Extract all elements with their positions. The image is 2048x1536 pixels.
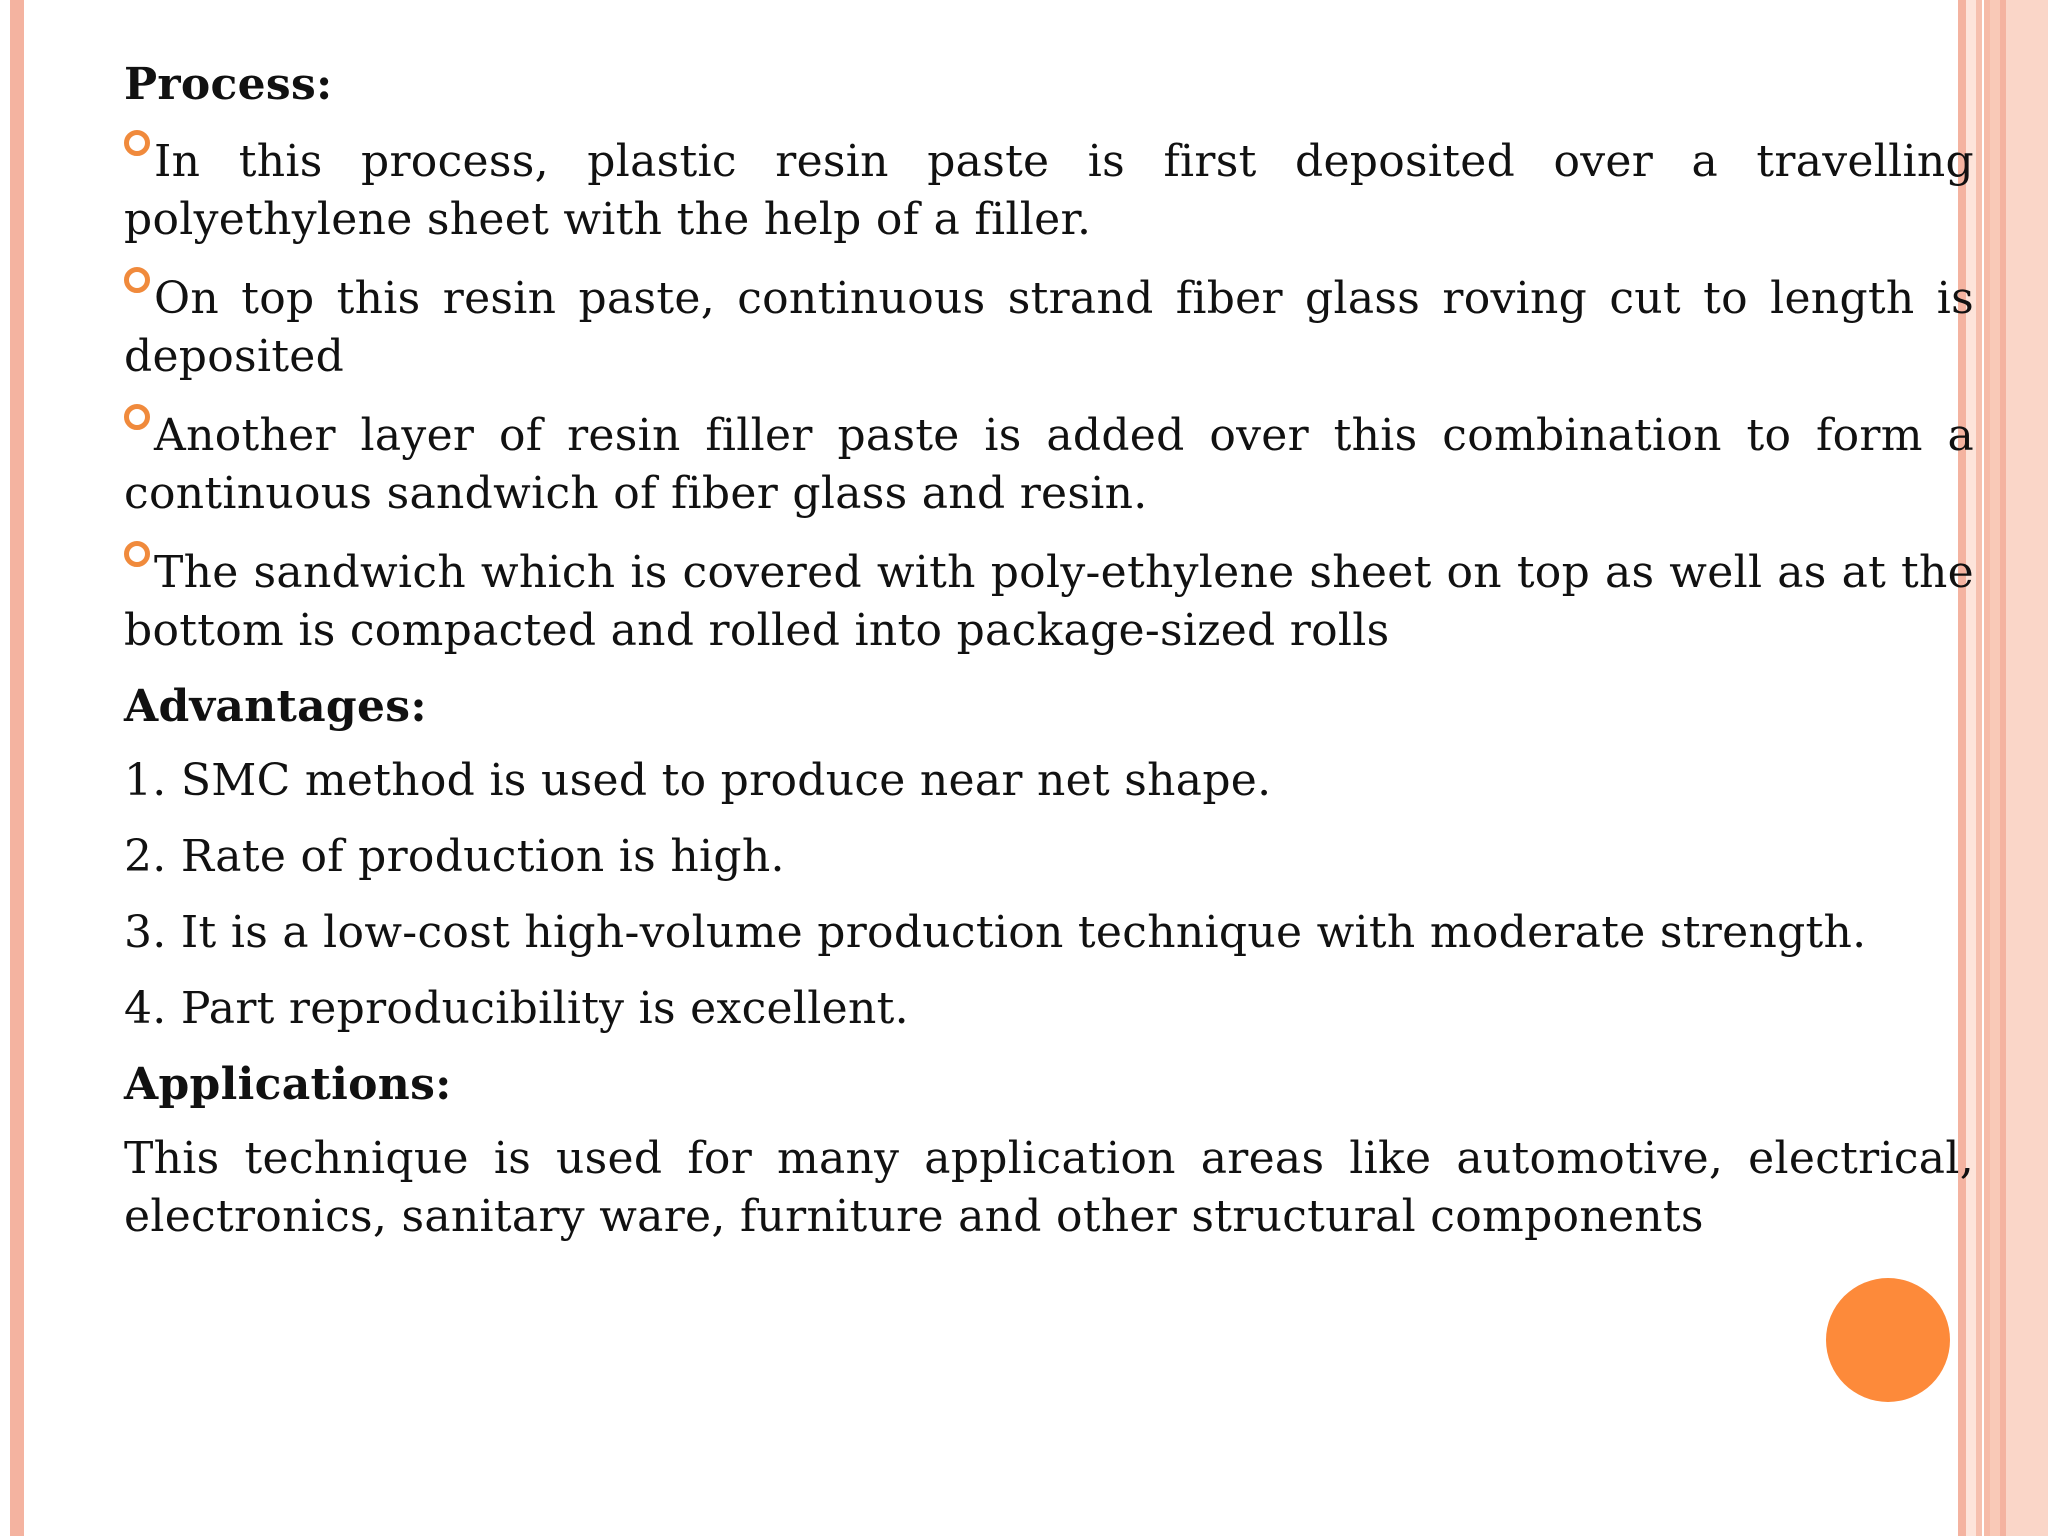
circle-bullet-icon xyxy=(124,541,150,567)
circle-bullet-icon xyxy=(124,130,150,156)
slide-content xyxy=(124,56,1974,1246)
advantage-item: 2. Rate of production is high. xyxy=(124,831,785,882)
advantages-heading: Advantages: xyxy=(124,681,427,732)
process-bullet-text: In this process, plastic resin paste is first deposited over a travelling polyethylene sheet with the help of a filler. xyxy=(124,136,1974,245)
right-border-stripe xyxy=(2006,0,2048,1536)
applications-heading: Applications: xyxy=(124,1059,452,1110)
process-bullet xyxy=(124,267,1974,386)
process-bullet-text: On top this resin paste, continuous strand fiber glass roving cut to length is deposited xyxy=(124,273,1974,382)
decorative-circle xyxy=(1826,1278,1950,1402)
advantage-item: 3. It is a low-cost high-volume production technique with moderate strength. xyxy=(124,907,1867,958)
advantage-item: 1. SMC method is used to produce near net shape. xyxy=(124,755,1272,806)
right-border-stripe xyxy=(1990,0,2000,1536)
process-bullet-text: The sandwich which is covered with poly-ethylene sheet on top as well as at the bottom is compacted and rolled into package-sized rolls xyxy=(124,547,1974,656)
applications-text: This technique is used for many application areas like automotive, electrical, electronics, sanitary ware, furniture and other structural components xyxy=(124,1133,1974,1242)
circle-bullet-icon xyxy=(124,404,150,430)
circle-bullet-icon xyxy=(124,267,150,293)
process-bullet xyxy=(124,404,1974,523)
process-bullet xyxy=(124,130,1974,249)
advantage-item: 4. Part reproducibility is excellent. xyxy=(124,983,909,1034)
left-border-stripe xyxy=(10,0,24,1536)
process-bullet xyxy=(124,541,1974,660)
process-bullet-text: Another layer of resin filler paste is added over this combination to form a continuous sandwich of fiber glass and resin. xyxy=(124,410,1974,519)
process-heading: Process: xyxy=(124,59,333,110)
